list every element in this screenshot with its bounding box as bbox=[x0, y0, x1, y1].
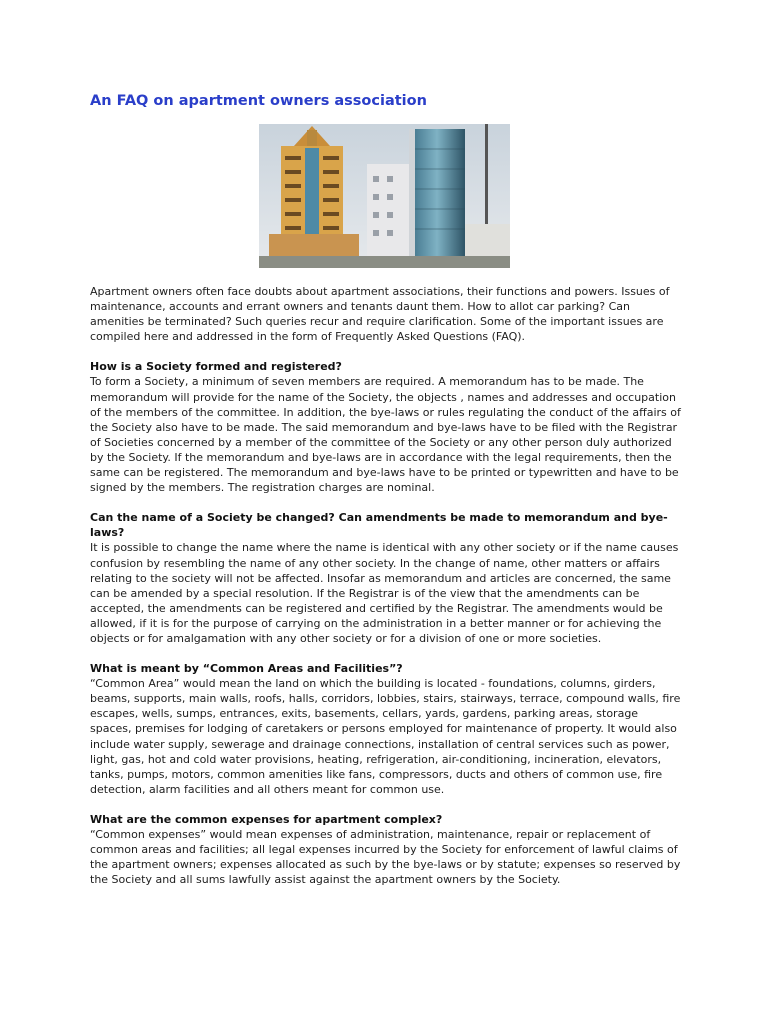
faq-question-4: What are the common expenses for apartment complex? bbox=[90, 812, 443, 826]
article-body bbox=[90, 284, 682, 887]
faq-answer-4: “Common expenses” would mean expenses of administration, maintenance, repair or replacement of common areas and facilities; all legal expenses incurred by the Society for enforcement of lawful claims of the apartment owners; expenses allocated as such by the bye-laws or by statute; expenses so reserved by the Society and all sums lawfully assist against the apartment owners by the Society. bbox=[90, 828, 681, 887]
intro-paragraph: Apartment owners often face doubts about apartment associations, their functions and powers. Issues of maintenance, accounts and errant owners and tenants daunt them. How to allot car parking? Can amenities be terminated? Such queries recur and require clarification. Some of the important issues are compiled here and addressed in the form of Frequently Asked Questions (FAQ). bbox=[90, 285, 670, 344]
faq-question-1: How is a Society formed and registered? bbox=[90, 360, 342, 374]
faq-answer-1: To form a Society, a minimum of seven members are required. A memorandum has to be made. The memorandum will provide for the name of the Society, the objects , names and addresses and occupation of the members of the committee. In addition, the bye-laws or rules regulating the conduct of the affairs of the Society also have to be made. The said memorandum and bye-laws have to be filed with the Registrar of Societies concerned by a member of the committee of the Society or any other person duly authorized by the Society. If the memorandum and bye-laws are in accordance with the legal requirements, then the same can be registered. The memorandum and bye-laws have to be printed or typewritten and have to be signed by the members. The registration charges are nominal. bbox=[90, 375, 681, 495]
page-title: An FAQ on apartment owners association bbox=[90, 93, 427, 109]
faq-answer-3: “Common Area” would mean the land on which the building is located - foundations, columns, girders, beams, supports, main walls, roofs, halls, corridors, lobbies, stairs, stairways, terrace, compound walls, fire escapes, wells, sumps, entrances, exits, basements, cellars, yards, gardens, parking areas, storage spaces, premises for lodging of caretakers or persons employed for maintenance of property. It would also include water supply, sewerage and drainage connections, installation of central services such as power, light, gas, hot and cold water provisions, heating, refrigeration, air-conditioning, incineration, elevators, tanks, pumps, motors, common amenities like fans, compressors, ducts and others of common use, fire detection, alarm facilities and all others meant for common use. bbox=[90, 677, 681, 796]
faq-question-3: What is meant by “Common Areas and Facilities”? bbox=[90, 662, 403, 676]
faq-question-2: Can the name of a Society be changed? Can amendments be made to memorandum and bye-laws? bbox=[90, 511, 668, 540]
buildings-photo bbox=[259, 124, 510, 268]
faq-answer-2: It is possible to change the name where the name is identical with any other society or if the name causes confusion by resembling the name of any other society. In the change of name, other matters or affairs relating to the society will not be affected. Insofar as memorandum and articles are concerned, the same can be amended by a special resolution. If the Registrar is of the view that the amendments can be accepted, the amendments can be registered and certified by the Registrar. The amendments would be allowed, if it is for the purpose of carrying on the administration in a better manner or for achieving the objects or for amalgamation with any other society or for a division of one or more societies. bbox=[90, 541, 679, 645]
